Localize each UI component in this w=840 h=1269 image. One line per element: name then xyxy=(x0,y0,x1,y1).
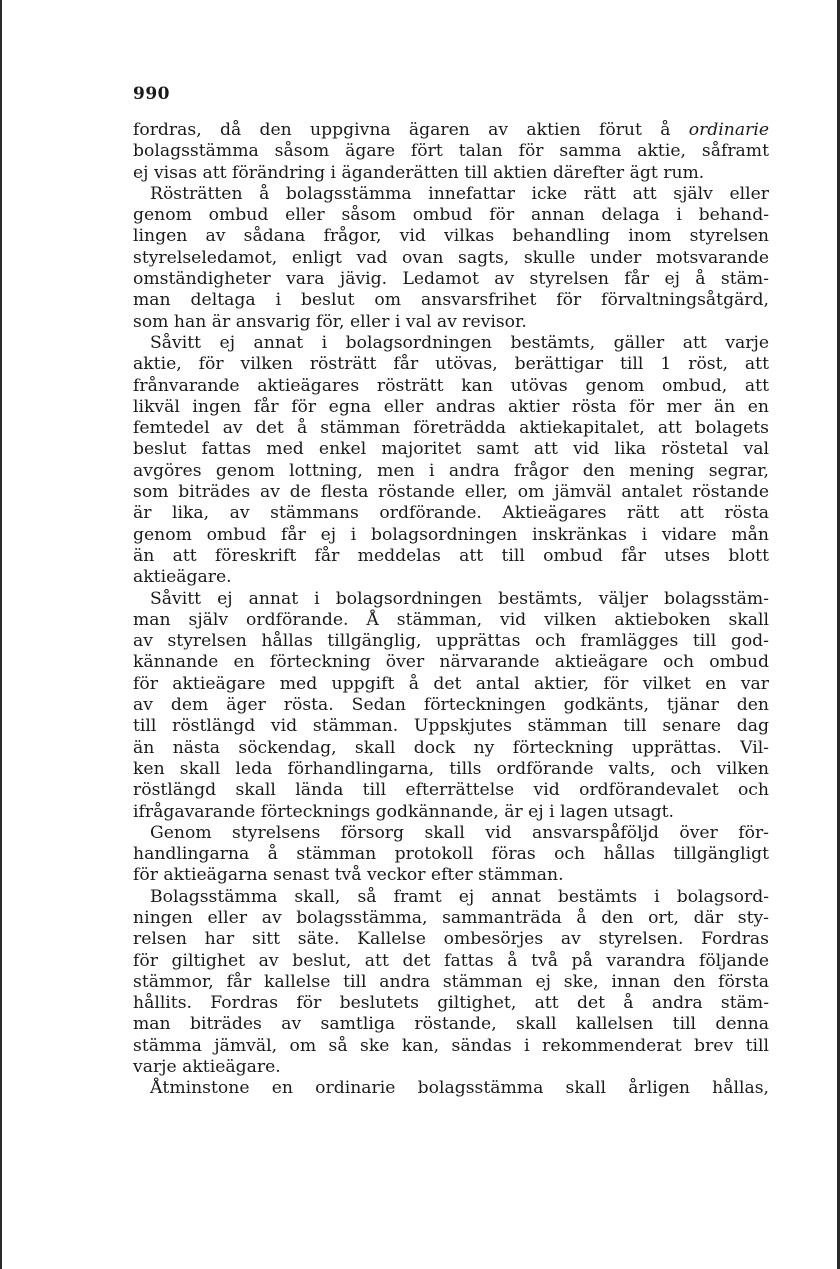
text-line: ken skall leda förhandlingarna, tills ordförande valts, och vilken xyxy=(133,758,769,779)
text-line: än att föreskrift får meddelas att till ombud får utses blott xyxy=(133,545,769,566)
text-line: än nästa söckendag, skall dock ny förteckning upprättas. Vil- xyxy=(133,737,769,758)
text-line: Genom styrelsens försorg skall vid ansvarspåföljd över för- xyxy=(150,822,769,843)
text-line: femtedel av det å stämman företrädda aktiekapitalet, att bolagets xyxy=(133,418,769,439)
text-line: för giltighet av beslut, att det fattas å två på varandra följande xyxy=(133,950,769,971)
text-line: Såvitt ej annat i bolagsordningen bestämts, väljer bolagsstäm- xyxy=(150,588,769,609)
text-line: varje aktieägare. xyxy=(133,1057,281,1078)
text-line: Såvitt ej annat i bolagsordningen bestämts, gäller att varje xyxy=(150,332,769,353)
text-line: aktieägare. xyxy=(133,567,232,588)
text-line: som han är ansvarig för, eller i val av revisor. xyxy=(133,311,527,332)
text-line: till röstlängd vid stämman. Uppskjutes stämman till senare dag xyxy=(133,716,769,737)
text-line: aktie, för vilken rösträtt får utövas, berättigar till 1 röst, att xyxy=(133,354,769,375)
left-page-border xyxy=(0,0,2,1269)
text-line: ifrågavarande förtecknings godkännande, är ej i lagen utsagt. xyxy=(133,801,674,822)
text-line: fordras, då den uppgivna ägaren av aktien förut å ordinarie xyxy=(133,120,769,140)
text-line: av styrelsen hållas tillgänglig, upprättas och framlägges till god- xyxy=(133,631,769,652)
text-line: för aktieägare med uppgift å det antal aktier, för vilket en var xyxy=(133,673,769,694)
text-line: genom ombud får ej i bolagsordningen inskränkas i vidare mån xyxy=(133,524,769,545)
text-line: hållits. Fordras för beslutets giltighet, att det å andra stäm- xyxy=(133,993,769,1014)
text-line: Bolagsstämma skall, så framt ej annat bestämts i bolagsord- xyxy=(150,886,769,907)
paragraph xyxy=(133,589,769,823)
paragraph xyxy=(133,184,769,333)
text-line: man deltaga i beslut om ansvarsfrihet för förvaltningsåtgärd, xyxy=(133,290,769,311)
text-line: röstlängd skall lända till efterrättelse vid ordförandevalet och xyxy=(133,780,769,801)
text-line: bolagsstämma såsom ägare fört talan för samma aktie, såframt xyxy=(133,141,769,162)
text-line: beslut fattas med enkel majoritet samt att vid lika röstetal val xyxy=(133,439,769,460)
text-line: är lika, av stämmans ordförande. Aktieägares rätt att rösta xyxy=(133,503,769,524)
text-line: omständigheter vara jävig. Ledamot av styrelsen får ej å stäm- xyxy=(133,269,769,290)
text-line: handlingarna å stämman protokoll föras och hållas tillgängligt xyxy=(133,844,769,865)
text-line: av dem äger rösta. Sedan förteckningen godkänts, tjänar den xyxy=(133,695,769,716)
text-line: ningen eller av bolagsstämma, sammanträda å den ort, där sty- xyxy=(133,907,769,928)
text-line: styrelseledamot, enligt vad ovan sagts, skulle under motsvarande xyxy=(133,247,769,268)
text-line: för aktieägarna senast två veckor efter stämman. xyxy=(133,865,564,886)
text-line: frånvarande aktieägares rösträtt kan utövas genom ombud, att xyxy=(133,375,769,396)
text-line: som biträdes av de flesta röstande eller, om jämväl antalet röstande xyxy=(133,482,769,503)
text-line: kännande en förteckning över närvarande aktieägare och ombud xyxy=(133,652,769,673)
text-line: genom ombud eller såsom ombud för annan delaga i behand- xyxy=(133,205,769,226)
text-line: man biträdes av samtliga röstande, skall kallelsen till denna xyxy=(133,1014,769,1035)
text-line: avgöres genom lottning, men i andra frågor den mening segrar, xyxy=(133,460,769,481)
paragraph xyxy=(133,823,769,887)
text-line: stämma jämväl, om så ske kan, sändas i rekommenderat brev till xyxy=(133,1035,769,1056)
text-line: stämmor, får kallelse till andra stämman ej ske, innan den första xyxy=(133,971,769,992)
text-line: Åtminstone en ordinarie bolagsstämma skall årligen hållas, xyxy=(150,1078,769,1099)
text-line: likväl ingen får för egna eller andras aktier rösta för mer än en xyxy=(133,396,769,417)
body-text xyxy=(133,120,769,1100)
text-line: man själv ordförande. Å stämman, vid vilken aktieboken skall xyxy=(133,609,769,630)
paragraph xyxy=(133,333,769,589)
text-line: ej visas att förändring i äganderätten till aktien därefter ägt rum. xyxy=(133,162,705,183)
italic-word: ordinarie xyxy=(688,120,769,140)
paragraph xyxy=(133,120,769,184)
paragraph xyxy=(133,1078,769,1099)
text-line: lingen av sådana frågor, vid vilkas behandling inom styrelsen xyxy=(133,226,769,247)
paragraph xyxy=(133,887,769,1079)
text-line: Rösträtten å bolagsstämma innefattar icke rätt att själv eller xyxy=(150,183,769,204)
page-number: 990 xyxy=(133,84,170,104)
text-line: relsen har sitt säte. Kallelse ombesörjes av styrelsen. Fordras xyxy=(133,929,769,950)
